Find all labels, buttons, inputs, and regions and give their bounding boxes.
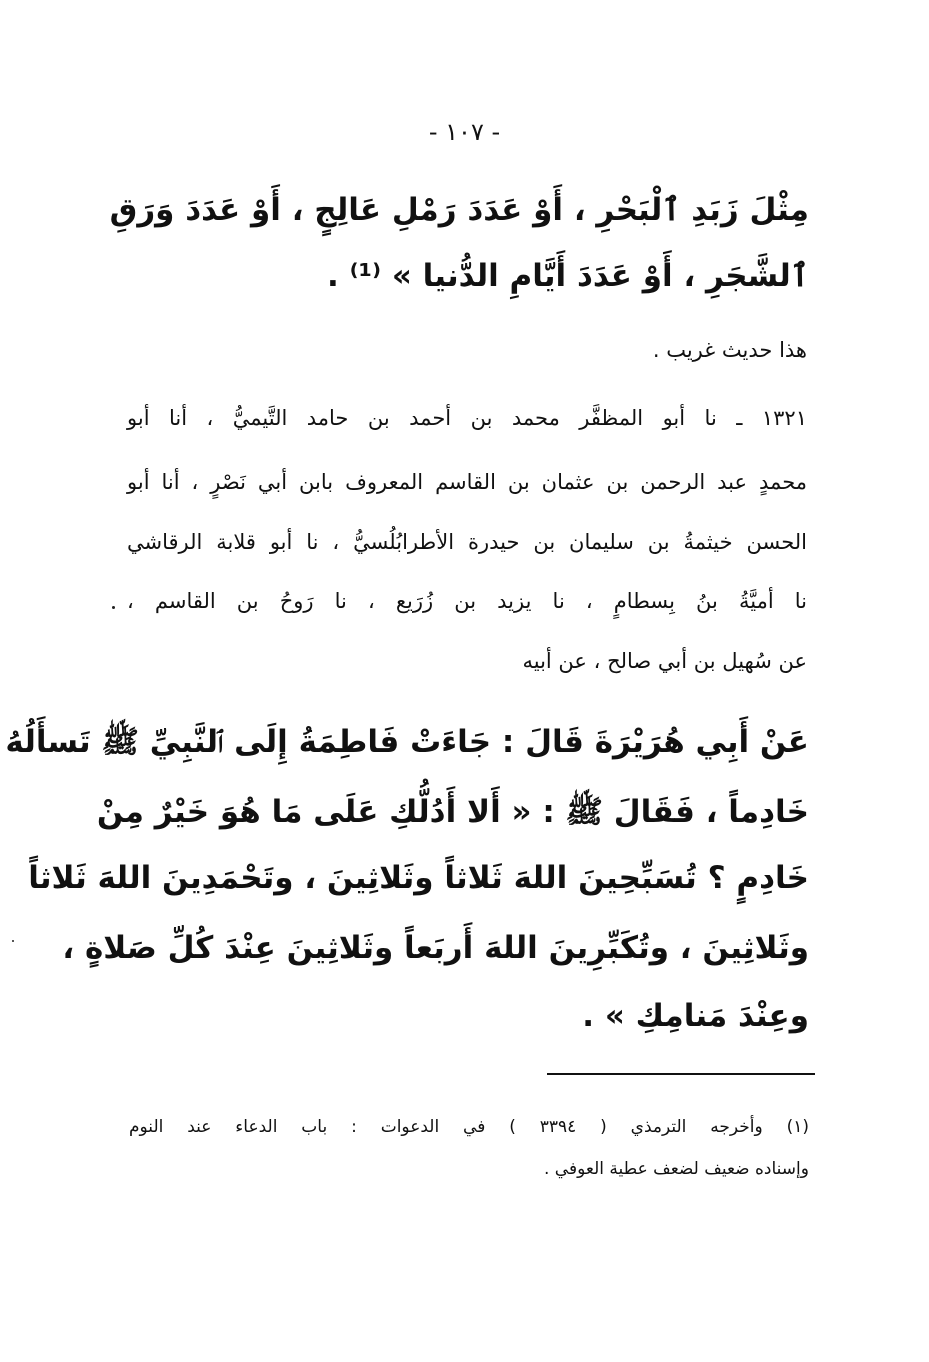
narration-line-4: نا أميَّةُ بنُ بِسطامٍ ، نا يزيد بن زُرَيع ، نا رَوحُ بن القاسم ، xyxy=(127,589,807,613)
hadith-end-line-1: مِثْلَ زَبَدِ ٱلْبَحْرِ ، أَوْ عَدَدَ رَمْلِ عَالِجٍ ، أَوْ عَدَدَ وَرَقِ xyxy=(109,192,809,228)
narration-line-1: ١٣٢١ ـ نا أبو المظفَّر محمد بن أحمد بن حامد التَّيميُّ ، أنا أبو xyxy=(127,406,807,430)
footnote-line-1: (١) وأخرجه الترمذي ( ٣٣٩٤ ) في الدعوات : باب الدعاء عند النوم xyxy=(129,1117,809,1137)
hadith-main-line-5: وعِنْدَ مَنامِكِ » . xyxy=(582,998,809,1034)
hadith-end-line-2: ٱلشَّجَرِ ، أَوْ عَدَدَ أَيَّامِ الدُّنيا » ⁽¹⁾ . xyxy=(327,258,809,294)
hadith-main-line-2: خَادِماً ، فَقَالَ ﷺ : « أَلا أَدُلُّكِ عَلَى مَا هُوَ خَيْرٌ مِنْ xyxy=(96,794,809,830)
narration-line-2: محمدٍ عبد الرحمن بن عثمان بن القاسم المعروف بابن أبي نَصْرٍ ، أنا أبو xyxy=(127,470,807,494)
scan-speck xyxy=(112,606,115,609)
scan-speck xyxy=(12,940,14,942)
footnote-line-2: وإسناده ضعيف لضعف عطية العوفي . xyxy=(544,1159,809,1179)
hadith-main-line-4: وثَلاثِينَ ، وتُكَبِّرِينَ اللهَ أَربَعاً وثَلاثِينَ عِنْدَ كُلِّ صَلاةٍ ، xyxy=(62,930,809,966)
hadith-main-line-1: عَنْ أَبِي هُرَيْرَةَ قَالَ : جَاءَتْ فَاطِمَةُ إِلَى ٱلنَّبِيِّ ﷺ تَسأَلُهُ xyxy=(5,724,809,760)
narration-line-3: الحسن خيثمةُ بن سليمان بن حيدرة الأطرابُلُسيُّ ، نا أبو قلابة الرقاشي xyxy=(127,530,807,554)
narration-line-5: عن سُهيل بن أبي صالح ، عن أبيه xyxy=(522,649,807,673)
page-number: - ١٠٧ - xyxy=(428,118,501,146)
hadith-grading: هذا حديث غريب . xyxy=(652,338,807,362)
hadith-main-line-3: خَادِمٍ ؟ تُسَبِّحِينَ اللهَ ثَلاثاً وثَلاثِينَ ، وتَحْمَدِينَ اللهَ ثَلاثاً xyxy=(28,860,809,896)
footnote-separator xyxy=(547,1073,815,1075)
